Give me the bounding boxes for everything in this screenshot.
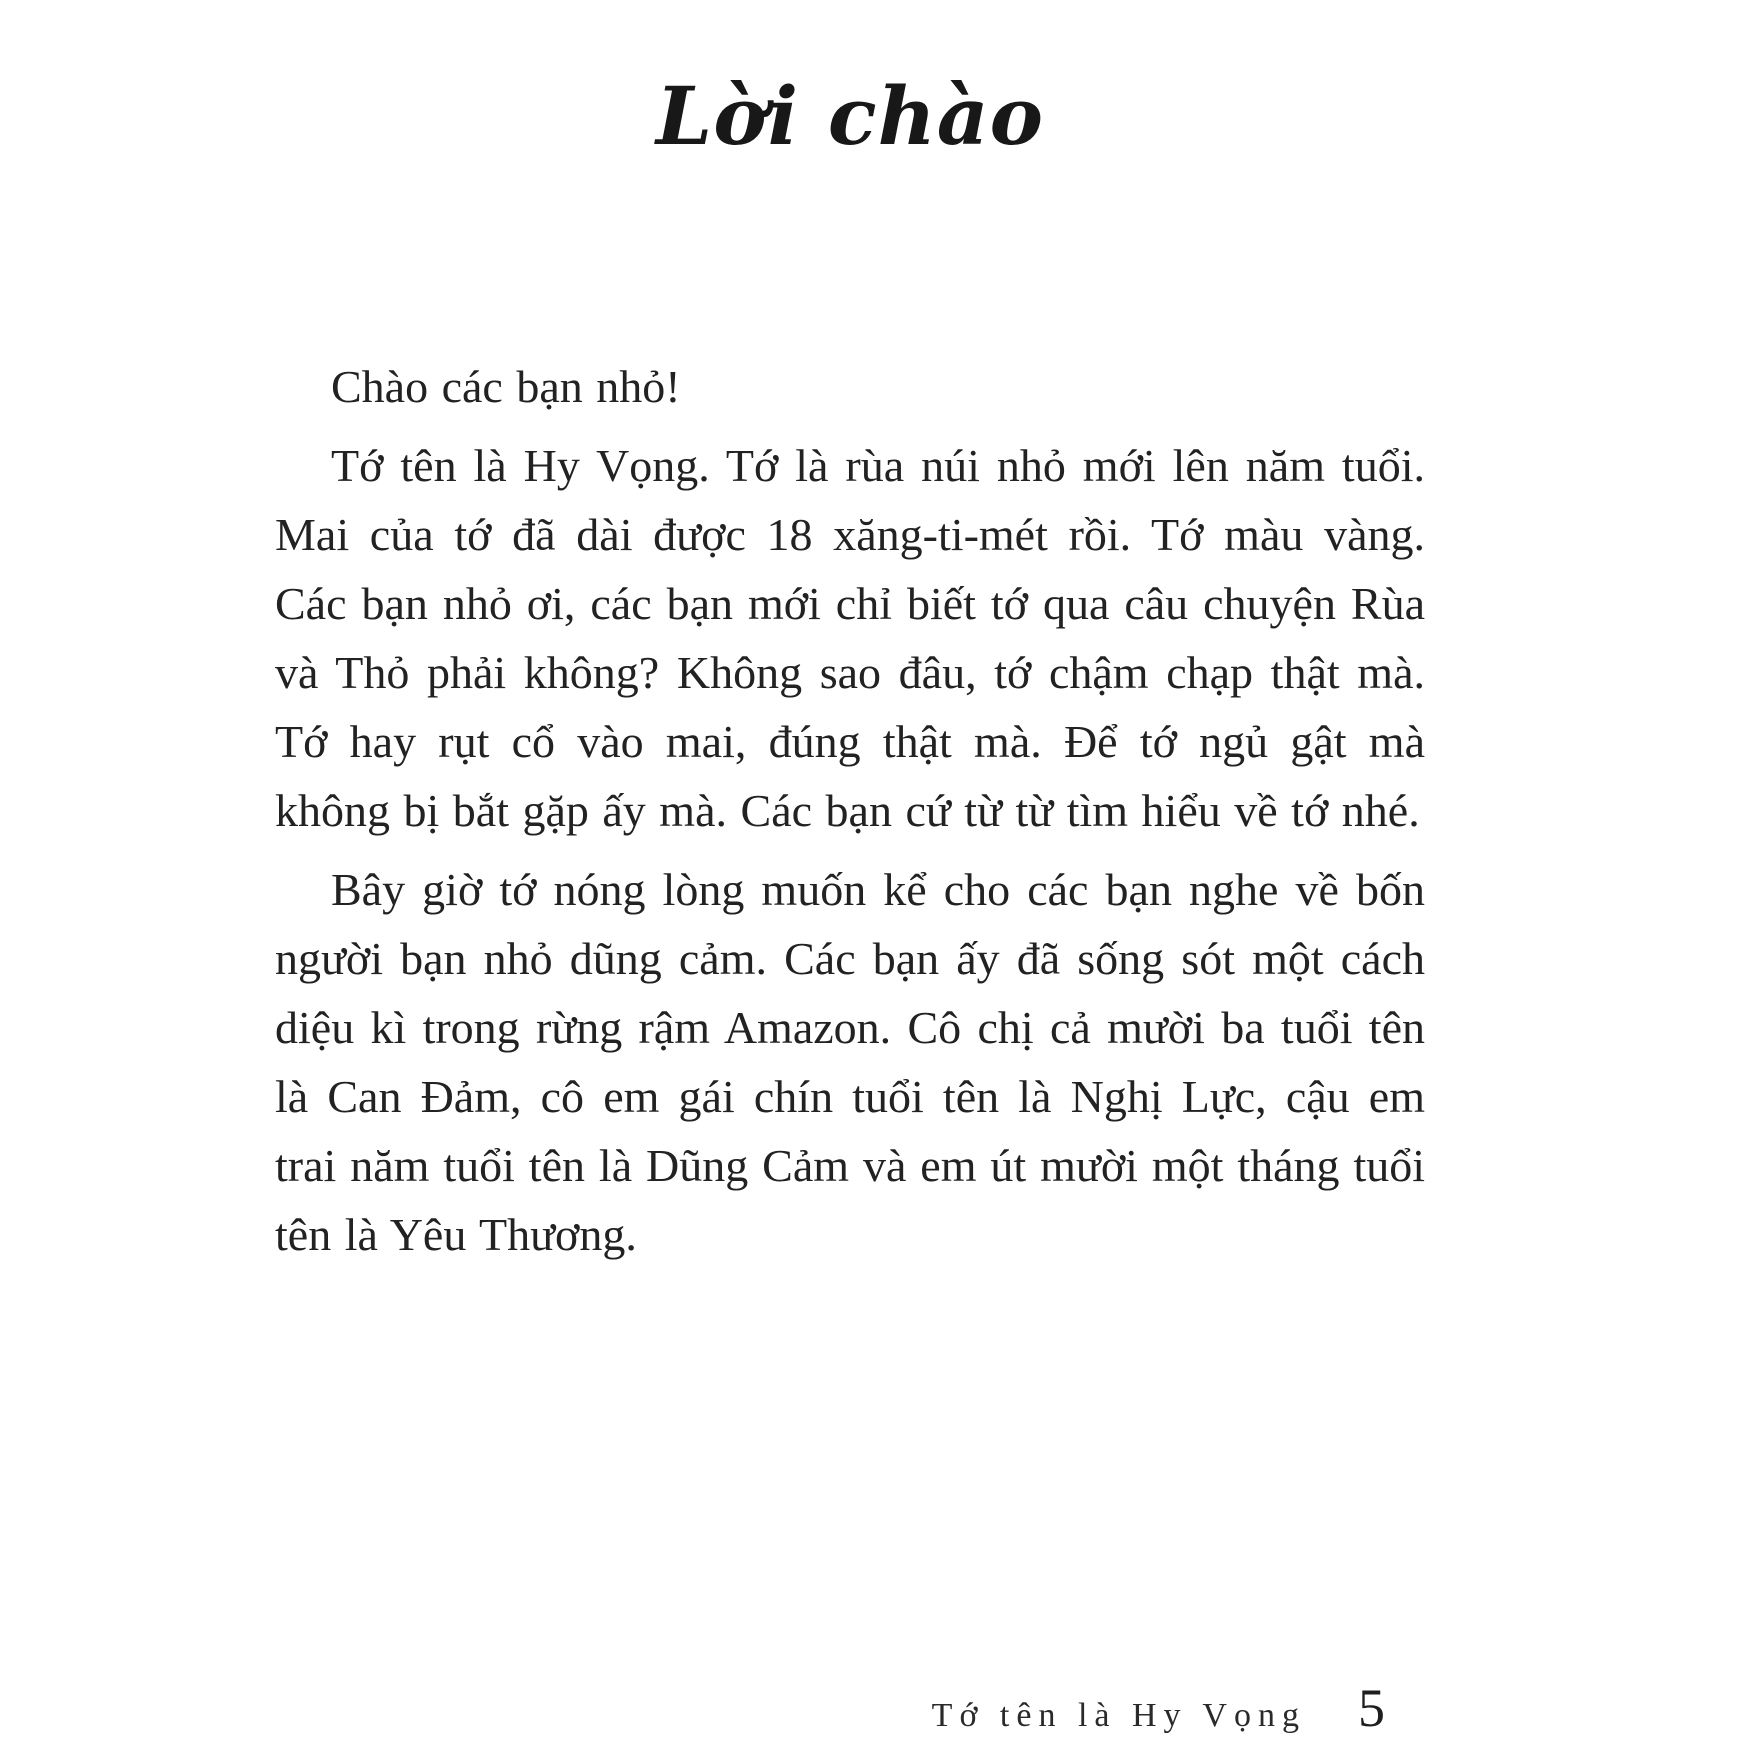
paragraph: Chào các bạn nhỏ! [331,361,681,412]
page-footer [932,1677,1385,1739]
body-text [275,352,1425,1279]
paragraph: Bây giờ tớ nóng lòng muốn kể cho các bạn nghe về bốn người bạn nhỏ dũng cảm. Các bạn ấy đã sống sót một cách diệu kì trong rừng rậm Amazon. Cô chị cả mười ba tuổi tên là Can Đảm, cô em gái chín tuổi tên là Nghị Lực, cậu em trai năm tuổi tên là Dũng Cảm và em út mười một tháng tuổi tên là Yêu Thương. [275,864,1425,1260]
page-number: 5 [1358,1678,1385,1738]
paragraph: Tớ tên là Hy Vọng. Tớ là rùa núi nhỏ mới lên năm tuổi. Mai của tớ đã dài được 18 xăng-ti-mét rồi. Tớ màu vàng. Các bạn nhỏ ơi, các bạn mới chỉ biết tớ qua câu chuyện Rùa và Thỏ phải không? Không sao đâu, tớ chậm chạp thật mà. Tớ hay rụt cổ vào mai, đúng thật mà. Để tớ ngủ gật mà không bị bắt gặp ấy mà. Các bạn cứ từ từ tìm hiểu về tớ nhé. [275,440,1425,836]
chapter-title: Lời chào [656,68,1044,163]
running-title: Tớ tên là Hy Vọng [931,1697,1306,1734]
